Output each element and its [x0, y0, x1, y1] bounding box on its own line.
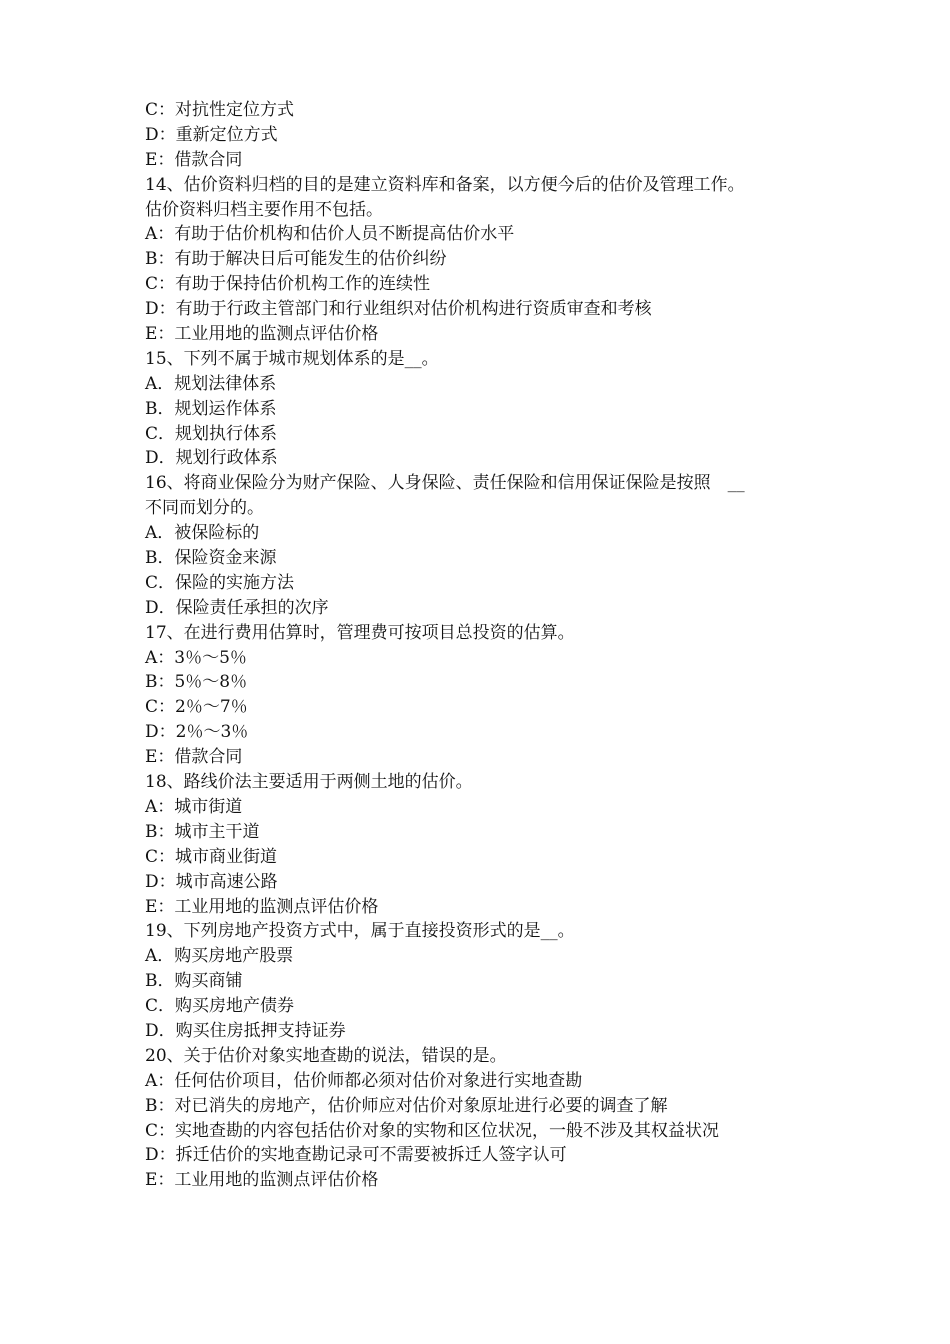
option-line: D：拆迁估价的实地查勘记录可不需要被拆迁人签字认可: [145, 1145, 567, 1166]
option-line: D：城市高速公路: [145, 871, 278, 892]
question-14-continued: 估价资料归档主要作用不包括。: [145, 199, 383, 220]
option-line: A：城市街道: [145, 796, 243, 817]
option-line: C：2％～7％: [145, 697, 248, 718]
option-line: C．保险的实施方法: [145, 572, 295, 593]
option-line: D．规划行政体系: [145, 448, 278, 469]
option-line: D：有助于行政主管部门和行业组织对估价机构进行资质审查和考核: [145, 299, 652, 320]
option-line: A．被保险标的: [145, 523, 260, 544]
option-line: B：城市主干道: [145, 821, 260, 842]
option-line: A：3％～5％: [145, 647, 247, 668]
option-line: C：有助于保持估价机构工作的连续性: [145, 274, 431, 295]
question-16-continued: 不同而划分的。: [145, 498, 264, 519]
question-18: 18、路线价法主要适用于两侧土地的估价。: [145, 772, 473, 793]
question-14: 14、估价资料归档的目的是建立资料库和备案，以方便今后的估价及管理工作。: [145, 174, 745, 195]
option-line: A．规划法律体系: [145, 373, 277, 394]
option-line: B．购买商铺: [145, 971, 243, 992]
option-line: E：工业用地的监测点评估价格: [145, 1170, 379, 1191]
option-line: C：对抗性定位方式: [145, 100, 295, 120]
option-line: A：任何估价项目，估价师都必须对估价对象进行实地查勘: [145, 1070, 583, 1091]
question-16: 16、将商业保险分为财产保险、人身保险、责任保险和信用保证保险是按照 __: [145, 473, 745, 494]
exam-questions-text: [145, 98, 825, 1193]
option-line: C：实地查勘的内容包括估价对象的实物和区位状况，一般不涉及其权益状况: [145, 1120, 720, 1141]
option-line: E：工业用地的监测点评估价格: [145, 324, 379, 345]
option-line: A：有助于估价机构和估价人员不断提高估价水平: [145, 224, 515, 245]
option-line: B：5％～8％: [145, 672, 248, 693]
option-line: C：城市商业街道: [145, 846, 278, 867]
option-line: D．保险责任承担的次序: [145, 597, 329, 618]
option-line: B：对已消失的房地产，估价师应对估价对象原址进行必要的调查了解: [145, 1095, 668, 1116]
option-line: D．购买住房抵押支持证券: [145, 1020, 346, 1041]
option-line: E：借款合同: [145, 747, 243, 768]
option-line: D：重新定位方式: [145, 124, 278, 145]
option-line: B：有助于解决日后可能发生的估价纠纷: [145, 249, 447, 270]
question-19: 19、下列房地产投资方式中，属于直接投资形式的是__。: [145, 921, 575, 942]
option-line: A．购买房地产股票: [145, 946, 294, 967]
option-line: C．规划执行体系: [145, 423, 278, 444]
option-line: B．保险资金来源: [145, 548, 277, 569]
option-line: E：工业用地的监测点评估价格: [145, 896, 379, 917]
question-20: 20、关于估价对象实地查勘的说法，错误的是。: [145, 1045, 507, 1066]
option-line: C．购买房地产债券: [145, 996, 295, 1017]
question-17: 17、在进行费用估算时，管理费可按项目总投资的估算。: [145, 622, 575, 643]
option-line: E：借款合同: [145, 149, 243, 170]
question-15: 15、下列不属于城市规划体系的是__。: [145, 348, 439, 369]
option-line: D：2％～3％: [145, 722, 249, 743]
option-line: B．规划运作体系: [145, 398, 277, 419]
